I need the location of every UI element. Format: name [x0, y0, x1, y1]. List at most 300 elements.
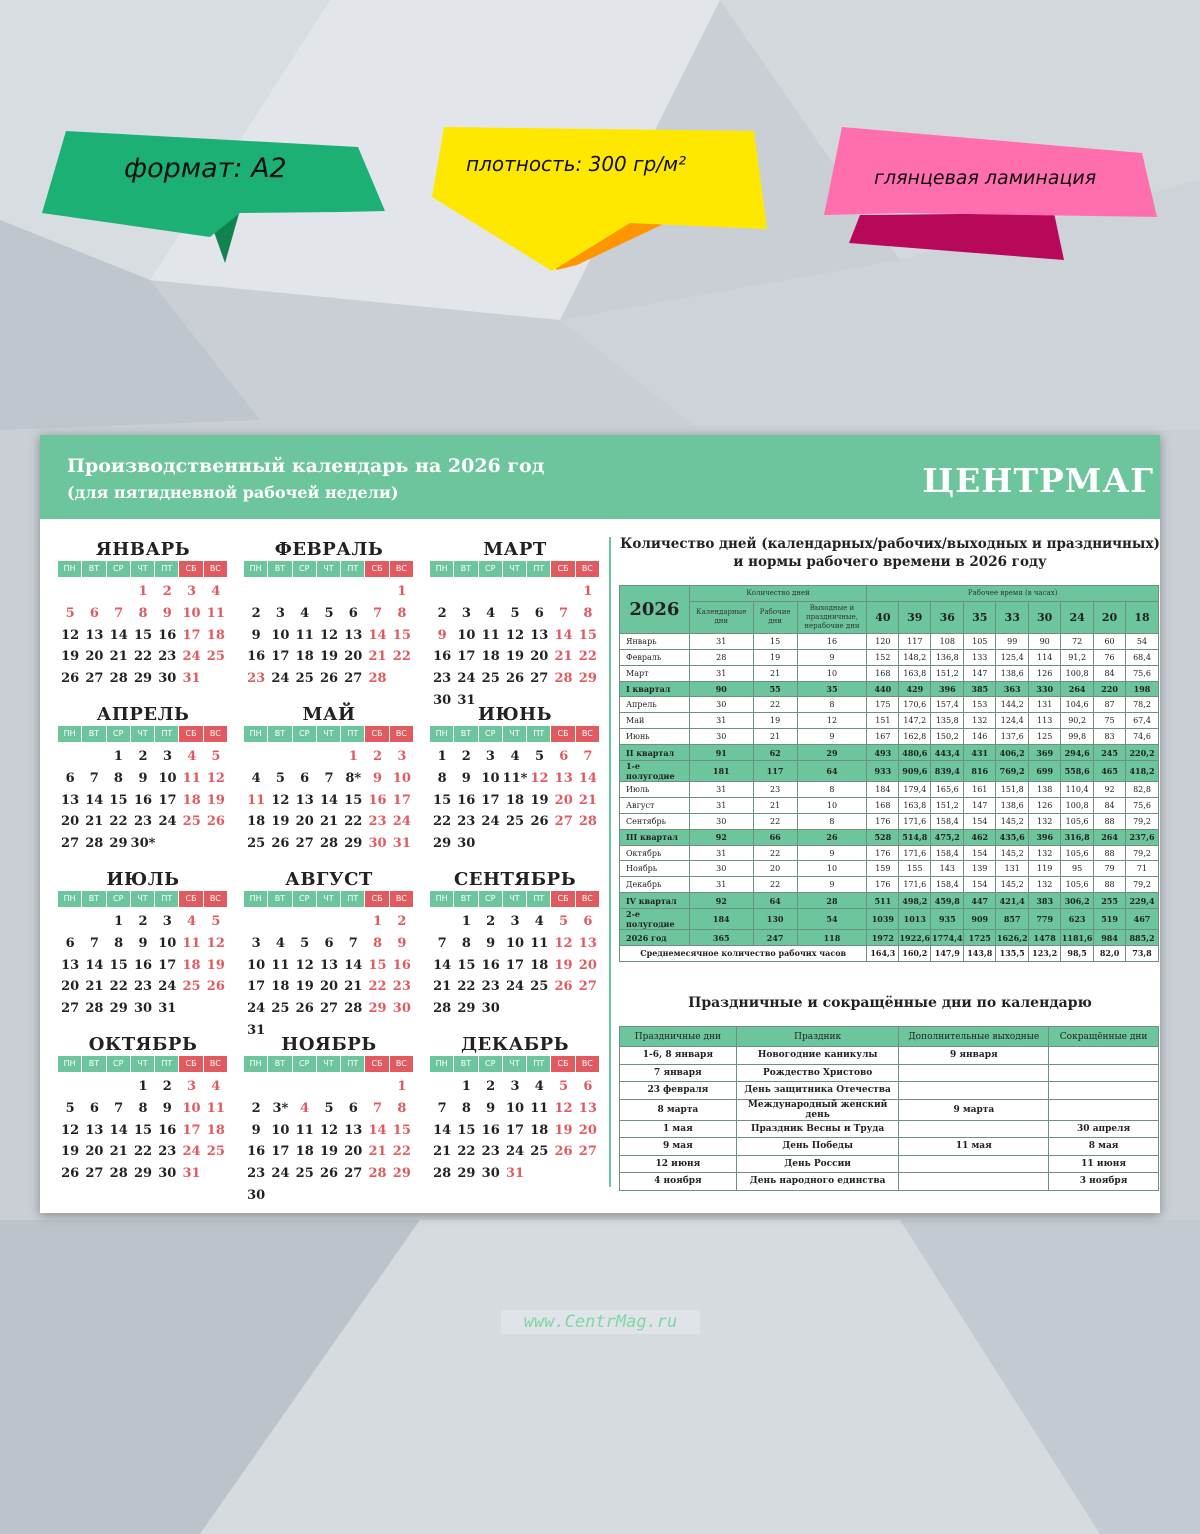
weekday-label: ПН [430, 726, 454, 742]
norms-cell: 171,6 [899, 877, 931, 893]
day-grid [430, 1076, 600, 1185]
weekday-label: ПН [430, 891, 454, 907]
day-cell: 2 [251, 1100, 261, 1116]
weekday-label: ПТ [155, 891, 179, 907]
weekday-header [244, 1056, 414, 1072]
month-name: ОКТЯБРЬ [88, 1034, 198, 1055]
month-name: АПРЕЛЬ [96, 704, 190, 725]
day-cell: 11 [182, 770, 201, 786]
day-cell: 5 [535, 749, 545, 764]
norms-cell: 31 [689, 713, 753, 729]
day-cell: 22 [368, 979, 387, 995]
day-cell: 22 [133, 1144, 153, 1160]
weekday-label: ПН [244, 561, 268, 577]
day-cell: 22 [392, 649, 411, 665]
holidays-cell [1049, 1082, 1159, 1100]
norms-row-label: Март [620, 665, 690, 681]
norms-cell: 131 [996, 861, 1029, 877]
norms-cell: 133 [964, 649, 996, 665]
norms-cell: 181 [689, 761, 753, 782]
weekday-label: ПН [244, 726, 268, 742]
norms-cell: 429 [899, 681, 931, 697]
weekday-label: СР [107, 891, 131, 907]
holidays-column-header: Сокращённые дни [1049, 1027, 1159, 1047]
norms-cell: 459,8 [931, 893, 964, 909]
day-cell: 29 [368, 1001, 387, 1017]
day-cell: 5 [211, 914, 221, 929]
norms-cell: 435,6 [996, 829, 1029, 845]
day-cell: 12 [206, 770, 225, 786]
weekday-label: ЧТ [317, 561, 341, 577]
day-cell: 26 [554, 1144, 573, 1160]
day-cell: 14 [109, 627, 128, 643]
weekday-label: ВТ [82, 561, 106, 577]
hours-column-header: 36 [931, 601, 964, 633]
day-cell: 3 [163, 749, 173, 764]
day-cell: 21 [109, 1144, 128, 1160]
day-cell: 9 [461, 770, 471, 786]
day-cell: 1 [461, 1079, 471, 1094]
norms-cell: 66 [753, 829, 797, 845]
weekday-label: ВС [204, 726, 228, 742]
weekday-label: СБ [179, 891, 203, 907]
weekday-label: ВС [576, 726, 600, 742]
day-cell: 20 [578, 957, 597, 973]
day-cell: 24 [271, 1166, 290, 1182]
holidays-cell [899, 1173, 1049, 1191]
empty-cell [341, 1076, 365, 1098]
norms-cell: 175 [867, 697, 899, 713]
day-cell: 2 [162, 584, 172, 599]
norms-cell: 1774,4 [931, 930, 964, 946]
day-cell: 2 [162, 1079, 172, 1094]
norms-cell: 114 [1029, 649, 1061, 665]
weekday-label: СБ [365, 891, 389, 907]
empty-cell [58, 581, 82, 603]
norms-row [620, 877, 1159, 893]
norms-cell: 163,8 [899, 797, 931, 813]
norms-cell: 176 [867, 813, 899, 829]
day-cell: 5 [300, 935, 310, 951]
norms-cell: 30 [689, 861, 753, 877]
norms-cell: 176 [867, 845, 899, 861]
norms-row [620, 782, 1159, 798]
page-subtitle: (для пятидневной рабочей недели) [67, 483, 399, 502]
norms-row-label: 2-е полугодие [620, 909, 690, 930]
norms-cell: 132 [1029, 845, 1061, 861]
day-cell: 5 [65, 605, 75, 621]
norms-cell: 110,4 [1061, 782, 1094, 798]
day-cell: 11 [271, 957, 290, 973]
day-cell: 8 [138, 1100, 148, 1116]
day-cell: 27 [85, 671, 104, 687]
weekday-header [244, 726, 414, 742]
day-cell: 2 [437, 605, 447, 621]
norms-cell: 137,6 [996, 729, 1029, 745]
day-cell: 10 [271, 1122, 290, 1138]
norms-cell: 15 [753, 633, 797, 649]
day-cell: 29 [578, 671, 597, 687]
day-cell: 13 [85, 1122, 104, 1138]
norms-average-cell: 147,9 [931, 946, 964, 962]
norms-cell: 132 [964, 713, 996, 729]
norms-cell: 396 [1029, 829, 1061, 845]
day-cell: 4 [251, 770, 261, 786]
day-cell: 1 [583, 584, 593, 599]
day-cell: 19 [61, 1144, 80, 1160]
day-cell: 10 [158, 770, 177, 786]
month-name: МАРТ [483, 539, 547, 560]
day-cell: 27 [61, 836, 80, 852]
day-cell: 7 [348, 935, 358, 951]
day-cell: 26 [61, 1166, 80, 1182]
banner-format [40, 125, 390, 265]
day-cell: 6 [300, 770, 310, 786]
norms-average-row [620, 946, 1159, 962]
weekday-label: ВС [204, 561, 228, 577]
norms-row-label: Ноябрь [620, 861, 690, 877]
day-cell: 22 [457, 979, 476, 995]
day-cell: 14 [433, 1122, 452, 1138]
norms-cell: 909,6 [899, 761, 931, 782]
weekday-label: ЧТ [131, 891, 155, 907]
holidays-header-row [620, 1027, 1159, 1047]
norms-cell: 28 [797, 893, 867, 909]
day-cell: 21 [85, 979, 104, 995]
day-cell: 25 [182, 814, 201, 830]
day-cell: 14 [109, 1122, 128, 1138]
norms-row-label: Июль [620, 782, 690, 798]
day-cell: 2 [251, 605, 261, 621]
norms-cell: 84 [1094, 797, 1126, 813]
weekday-label: ЧТ [131, 561, 155, 577]
day-cell: 30 [392, 1001, 411, 1017]
day-cell: 24 [271, 671, 290, 687]
weekday-label: ПТ [155, 726, 179, 742]
holidays-row [620, 1155, 1159, 1173]
day-cell: 13 [61, 957, 80, 973]
day-cell: 11 [295, 1122, 314, 1138]
norms-cell: 151,8 [996, 782, 1029, 798]
norms-cell: 431 [964, 745, 996, 761]
day-cell: 22 [344, 814, 363, 830]
day-cell: 9 [251, 627, 261, 643]
day-cell: 19 [505, 649, 525, 665]
weekday-label: ПТ [341, 726, 365, 742]
norms-cell: 29 [797, 745, 867, 761]
norms-cell: 92 [1094, 782, 1126, 798]
day-cell: 8 [461, 935, 471, 951]
norms-cell: 839,4 [931, 761, 964, 782]
norms-cell: 78,2 [1126, 697, 1159, 713]
holidays-cell: День народного единства [736, 1173, 899, 1191]
day-cell: 7 [373, 1100, 383, 1116]
holidays-title: Праздничные и сокращённые дни по календарю [688, 995, 1092, 1011]
day-cell: 19 [554, 1122, 573, 1138]
day-cell: 23 [368, 814, 387, 830]
norms-cell: 264 [1061, 681, 1094, 697]
norms-cell: 443,4 [931, 745, 964, 761]
empty-cell [430, 1076, 454, 1098]
day-cell: 5 [211, 749, 221, 764]
weekday-label: СБ [179, 561, 203, 577]
norms-cell: 28 [689, 649, 753, 665]
month-name: СЕНТЯБРЬ [453, 869, 577, 890]
norms-cell: 138,6 [996, 797, 1029, 813]
day-cell: 29 [344, 836, 363, 852]
norms-cell: 67,4 [1126, 713, 1159, 729]
norms-cell: 1181,6 [1061, 930, 1094, 946]
norms-cell: 162,8 [899, 729, 931, 745]
norms-row-label: Февраль [620, 649, 690, 665]
day-cell: 6 [65, 935, 75, 951]
empty-cell [107, 581, 131, 603]
norms-cell: 105 [964, 633, 996, 649]
norms-cell: 117 [899, 633, 931, 649]
norms-cell: 91,2 [1061, 649, 1094, 665]
holidays-cell: День России [736, 1155, 899, 1173]
norms-row-label: Август [620, 797, 690, 813]
norms-cell: 22 [753, 845, 797, 861]
day-cell: 17 [158, 957, 177, 973]
norms-cell: 31 [689, 665, 753, 681]
month-calendar [430, 537, 600, 712]
day-cell: 7 [437, 1100, 447, 1116]
empty-cell [454, 581, 478, 603]
day-cell: 3 [397, 749, 407, 764]
norms-cell: 699 [1029, 761, 1061, 782]
norms-cell: 146 [964, 729, 996, 745]
norms-cell: 145,2 [996, 845, 1029, 861]
norms-table [619, 585, 1159, 962]
day-cell: 15 [109, 957, 128, 973]
norms-cell: 84 [1094, 665, 1126, 681]
day-cell: 26 [530, 814, 549, 830]
norms-row [620, 745, 1159, 761]
day-cell: 8* [345, 770, 362, 786]
day-cell: 8 [397, 1100, 407, 1116]
day-cell: 4 [534, 914, 544, 929]
brand-logo-text: ЦЕНТРМАГ [922, 461, 1154, 500]
day-cell: 27 [85, 1166, 104, 1182]
norms-cell: 475,2 [931, 829, 964, 845]
norms-cell: 132 [1029, 877, 1061, 893]
day-cell: 26 [554, 979, 573, 995]
day-cell: 26 [206, 814, 225, 830]
day-cell: 11 [247, 792, 266, 808]
day-cell: 7 [373, 605, 383, 621]
day-cell: 19 [206, 792, 225, 808]
norms-cell: 933 [867, 761, 899, 782]
norms-cell: 62 [753, 745, 797, 761]
day-cell: 12 [319, 1122, 339, 1138]
day-cell: 5 [324, 605, 334, 621]
weekday-label: СР [479, 891, 503, 907]
day-grid [430, 911, 600, 1020]
norms-row-label: 2026 год [620, 930, 690, 946]
day-cell: 24 [182, 1144, 201, 1160]
day-cell: 19 [271, 814, 290, 830]
norms-row-label: I квартал [620, 681, 690, 697]
month-calendar [244, 702, 414, 855]
weekday-label: ВС [576, 891, 600, 907]
norms-cell: 440 [867, 681, 899, 697]
weekday-label: ЧТ [131, 726, 155, 742]
day-cell: 6 [89, 1100, 99, 1116]
holidays-cell [899, 1120, 1049, 1138]
weekday-label: ВТ [454, 1056, 478, 1072]
holidays-cell: Новогодние каникулы [736, 1047, 899, 1065]
day-cell: 14 [368, 627, 387, 643]
norms-cell: 31 [689, 877, 753, 893]
day-cell: 29 [109, 1001, 128, 1017]
norms-cell: 168 [867, 797, 899, 813]
empty-cell [58, 1076, 82, 1098]
norms-cell: 95 [1061, 861, 1094, 877]
day-cell: 24 [158, 979, 177, 995]
day-cell: 18 [247, 814, 266, 830]
day-cell: 17 [505, 1122, 525, 1138]
norms-row [620, 909, 1159, 930]
day-cell: 7 [89, 770, 99, 786]
norms-cell: 138 [1029, 782, 1061, 798]
norms-cell: 100,8 [1061, 797, 1094, 813]
empty-cell [244, 746, 268, 768]
day-cell: 4 [300, 1100, 310, 1116]
holidays-row [620, 1047, 1159, 1065]
norms-cell: 16 [797, 633, 867, 649]
norms-cell: 10 [797, 797, 867, 813]
day-cell: 27 [61, 1001, 80, 1017]
norms-hours-group: Рабочее время (в часах) [867, 586, 1159, 602]
day-cell: 22 [457, 1144, 476, 1160]
weekday-label: ЧТ [317, 726, 341, 742]
day-cell: 13 [530, 627, 549, 643]
norms-cell: 21 [753, 729, 797, 745]
month-name: ЯНВАРЬ [95, 539, 191, 560]
month-calendar [58, 537, 228, 690]
day-cell: 4 [211, 1079, 221, 1094]
weekday-label: ПТ [527, 1056, 551, 1072]
day-cell: 25 [481, 671, 500, 687]
day-cell: 28 [554, 671, 573, 687]
day-cell: 3 [187, 1079, 197, 1094]
norms-cell: 9 [797, 649, 867, 665]
norms-cell: 1626,2 [996, 930, 1029, 946]
norms-cell: 68,4 [1126, 649, 1159, 665]
day-grid [58, 746, 228, 855]
day-cell: 22 [109, 814, 128, 830]
norms-cell: 92 [689, 829, 753, 845]
holidays-column-header: Праздник [736, 1027, 899, 1047]
day-cell: 9 [251, 1122, 261, 1138]
norms-cell: 769,2 [996, 761, 1029, 782]
norms-average-label: Среднемесячное количество рабочих часов [620, 946, 867, 962]
weekday-label: СР [293, 561, 317, 577]
norms-row-label: III квартал [620, 829, 690, 845]
day-cell: 19 [295, 979, 314, 995]
empty-cell [293, 1076, 317, 1098]
weekday-label: ВС [576, 561, 600, 577]
day-cell: 9 [162, 605, 172, 621]
norms-row [620, 729, 1159, 745]
day-cell: 10 [457, 627, 476, 643]
weekday-label: ВС [390, 891, 414, 907]
day-cell: 16 [368, 792, 387, 808]
weekday-label: ПН [244, 891, 268, 907]
norms-cell: 82,8 [1126, 782, 1159, 798]
day-cell: 24 [505, 1144, 525, 1160]
day-cell: 17 [457, 649, 476, 665]
weekday-header [58, 726, 228, 742]
empty-cell [317, 746, 341, 768]
hours-column-header: 18 [1126, 601, 1159, 633]
norms-cell: 30 [689, 697, 753, 713]
norms-cell: 558,6 [1061, 761, 1094, 782]
weekday-label: СБ [551, 1056, 575, 1072]
day-cell: 17 [505, 957, 525, 973]
day-cell: 15 [457, 1122, 476, 1138]
norms-cell: 135,8 [931, 713, 964, 729]
day-grid [430, 746, 600, 855]
norms-cell: 100,8 [1061, 665, 1094, 681]
holidays-cell: 7 января [620, 1064, 737, 1082]
norms-cell: 493 [867, 745, 899, 761]
norms-cell: 154 [964, 845, 996, 861]
day-cell: 4 [486, 605, 496, 621]
weekday-label: ВТ [82, 891, 106, 907]
day-cell: 3 [162, 914, 172, 929]
weekday-label: ВС [390, 561, 414, 577]
day-cell: 14 [578, 770, 597, 786]
day-cell: 5 [275, 770, 285, 786]
day-cell: 8 [461, 1100, 471, 1116]
day-cell: 21 [433, 1144, 452, 1160]
norms-average-cell: 73,8 [1126, 946, 1159, 962]
month-name: НОЯБРЬ [281, 1034, 377, 1055]
norms-row-label: Апрель [620, 697, 690, 713]
day-cell: 6 [324, 935, 334, 951]
norms-cell: 31 [689, 633, 753, 649]
norms-cell: 179,4 [899, 782, 931, 798]
day-cell: 6 [89, 605, 99, 621]
norms-cell: 72 [1061, 633, 1094, 649]
norms-cell: 22 [753, 697, 797, 713]
norms-average-cell: 82,0 [1094, 946, 1126, 962]
norms-cell: 31 [689, 782, 753, 798]
norms-cell: 138,6 [996, 665, 1029, 681]
empty-cell [268, 911, 292, 933]
day-cell: 17 [271, 1144, 290, 1160]
norms-cell: 184 [867, 782, 899, 798]
day-cell: 3 [275, 605, 285, 621]
day-cell: 11 [530, 1100, 549, 1116]
day-cell: 18 [481, 649, 500, 665]
norms-cell: 171,6 [899, 813, 931, 829]
norms-cell: 1972 [867, 930, 899, 946]
norms-cell: 152 [867, 649, 899, 665]
norms-cell: 10 [797, 665, 867, 681]
norms-cell: 294,6 [1061, 745, 1094, 761]
norms-cell: 147 [964, 797, 996, 813]
empty-cell [244, 581, 268, 603]
norms-cell: 148,2 [899, 649, 931, 665]
weekday-label: ВТ [268, 561, 292, 577]
day-cell: 10 [505, 1100, 525, 1116]
day-cell: 1 [397, 584, 407, 599]
weekday-label: ПН [58, 726, 82, 742]
day-cell: 8 [397, 605, 407, 621]
